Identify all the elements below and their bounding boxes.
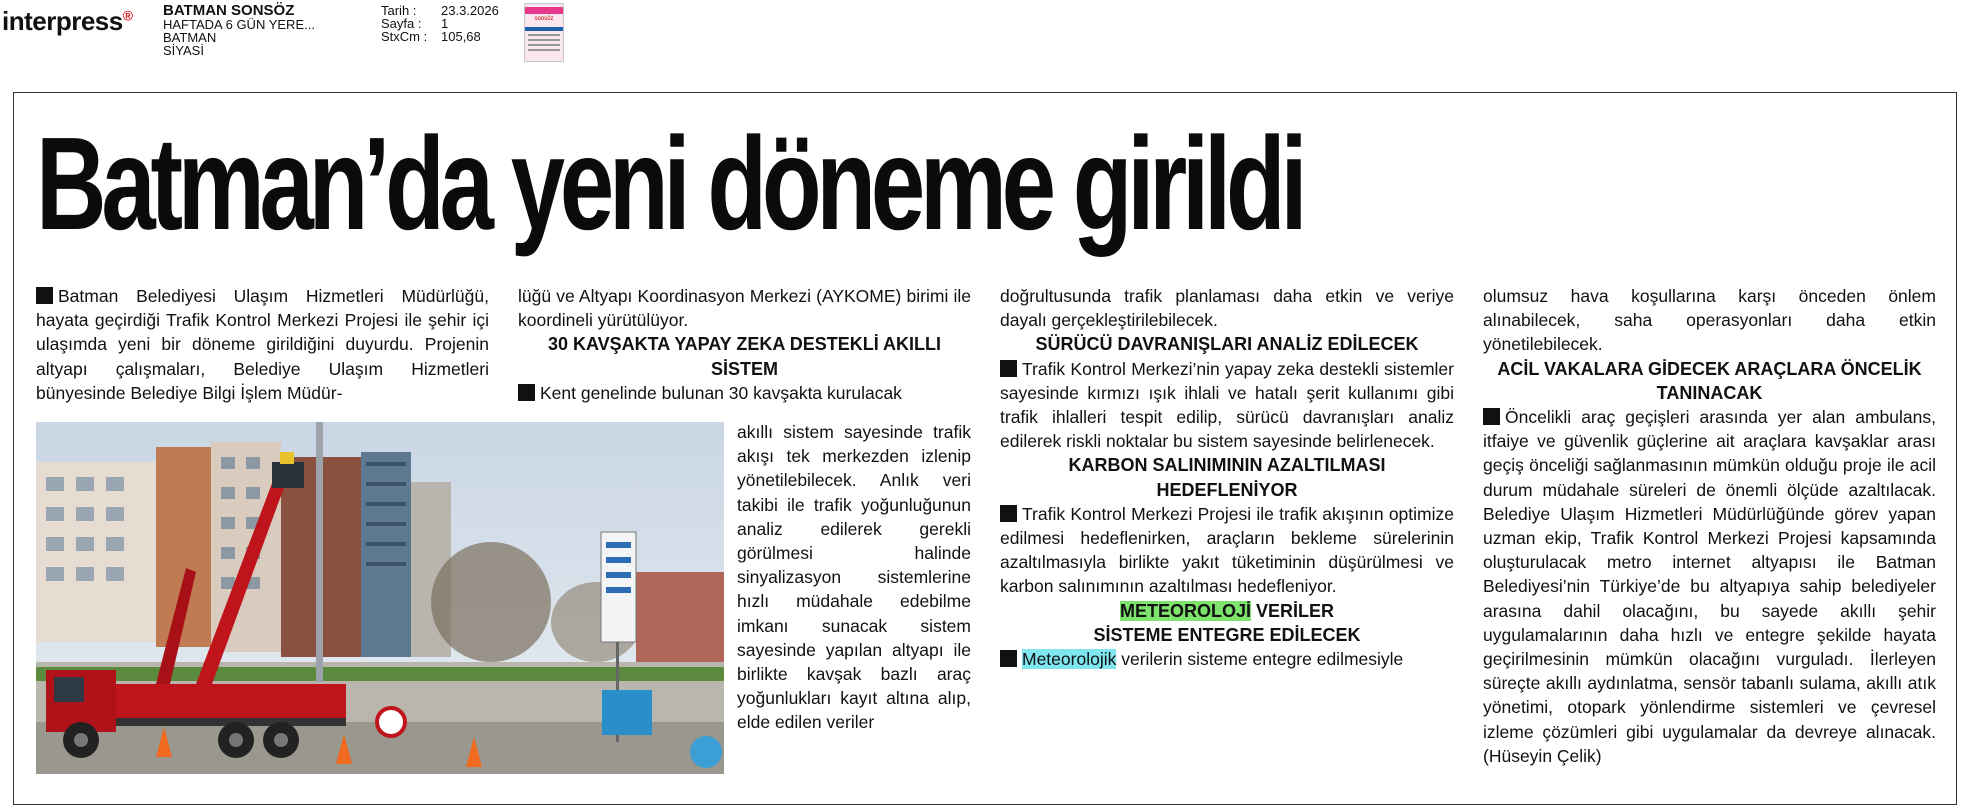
paragraph: doğrultusunda trafik planlaması daha etkin ve veriye dayalı gerçekleştirilebilecek. xyxy=(1000,286,1454,331)
publication-info xyxy=(163,4,315,57)
paragraph: akıllı sistem sayesinde trafik akışı tek merkezden izlenip yönetilebilecek. Anlık veri takibi ile trafik yoğunluğunun analiz edilerek gerekli görülmesi halinde sinyalizasyon sistemlerine hızlı müdahale edebilme imkanı sunacak sistem sayesinde yapılan altyapı ile birlikte kavşak bazlı araç yoğunlukları kayıt altına alıp, elde edilen veriler xyxy=(737,422,971,733)
paragraph: lüğü ve Altyapı Koordinasyon Merkezi (AYKOME) birimi ile koordineli yürütülüyor. xyxy=(518,286,971,331)
bullet-square-icon xyxy=(1000,650,1017,667)
headline: Batman’da yeni döneme girildi xyxy=(36,110,1303,257)
clipping-header xyxy=(0,0,1969,80)
publication-frequency: HAFTADA 6 GÜN YERE... xyxy=(163,17,315,32)
paragraph: Trafik Kontrol Merkezi Projesi ile trafik akışının optimize edilmesi hedeflenirken, araçların bekleme sürelerinin azaltılmasıyla birlikte yakıt tüketiminin düşürülmesi ve karbon salınımının azaltılması hedefleniyor. xyxy=(1000,503,1454,597)
bullet-square-icon xyxy=(518,384,535,401)
meta-stxcm: StxCm : 105,68 xyxy=(381,29,481,44)
article-column-2 xyxy=(518,284,971,405)
article-column-1 xyxy=(36,284,489,405)
article-column-2-wrap xyxy=(737,420,971,735)
publication-category: SİYASİ xyxy=(163,43,204,58)
subheading-driver-behavior: SÜRÜCÜ DAVRANIŞLARI ANALİZ EDİLECEK xyxy=(1035,334,1419,355)
crane-truck-photo xyxy=(36,422,724,774)
paragraph: Trafik Kontrol Merkezi’nin yapay zeka destekli sistemler sayesinde kırmızı ışık ihlali ve hatalı şerit kullanımı gibi trafik ihlalleri tespit edilip, sürücü davranışları analiz edilerek riskli noktalar bu sistem sayesinde belirlenecek. xyxy=(1000,358,1454,452)
paragraph: Öncelikli araç geçişleri arasında yer alan ambulans, itfaiye ve güvenlik güçlerine ait araçlara kavşaklar arası geçiş önceliği sağlanmasının mümkün olduğu proje ile acil durum müdahale süreleri de önemli ölçüde azaltılacak. Belediye Ulaşım Hizmetleri Müdürlüğünde görev yapan uzman ekip, Trafik Kontrol Merkezi Projesi kapsamında oluşturulacak metro internet altyapısı ile Batman Belediyesi’nin Türkiye’de bu altyapıya sahip belediyeler arasına dahil olacağını, bu sayede akıllı şehir uygulamalarının daha hızlı ve entegre şekilde hayata geçirilmesinin mümkün olacağını vurguladı. İlerleyen süreçte akıllı aydınlatma, sensör tabanlı sulama, akıllı atık yönetimi, otopark yönlendirme sistemleri ve çevresel izleme çözümleri gibi uygulamalar da devreye alınacak. (Hüseyin Çelik) xyxy=(1483,407,1936,766)
bullet-square-icon xyxy=(1000,360,1017,377)
clipping-meta xyxy=(381,4,499,43)
bullet-square-icon xyxy=(36,287,53,304)
paragraph: Meteorolojik verilerin sisteme entegre edilmesiyle xyxy=(1000,647,1454,671)
subheading-carbon: KARBON SALINIMININ AZALTILMASI HEDEFLENİYOR xyxy=(1068,455,1386,500)
paragraph: Kent genelinde bulunan 30 kavşakta kurulacak xyxy=(518,381,971,405)
meta-date: Tarih : 23.3.2026 xyxy=(381,3,499,18)
paragraph: Batman Belediyesi Ulaşım Hizmetleri Müdürlüğü, hayata geçirdiği Trafik Kontrol Merkezi Projesi ile şehir içi ulaşımda yeni bir döneme girildiğini duyurdu. Projenin altyapı çalışmaları, Belediye Ulaşım Hizmetleri bünyesinde Belediye Bilgi İşlem Müdür- xyxy=(36,286,489,403)
subheading-ai-junctions: 30 KAVŞAKTA YAPAY ZEKA DESTEKLİ AKILLI SİSTEM xyxy=(547,334,942,379)
search-highlight: Meteorolojik xyxy=(1022,649,1117,670)
interpress-logo: interpress® xyxy=(2,6,133,36)
publication-name: BATMAN SONSÖZ xyxy=(163,2,295,19)
publication-city: BATMAN xyxy=(163,30,217,45)
bullet-square-icon xyxy=(1483,408,1500,425)
article-photo xyxy=(36,422,724,774)
article-column-4 xyxy=(1483,284,1936,768)
subheading-meteorology: METEOROLOJİ VERİLER SİSTEME ENTEGRE EDİLECEK xyxy=(1093,600,1361,645)
bullet-square-icon xyxy=(1000,505,1017,522)
search-highlight: METEOROLOJİ xyxy=(1119,600,1251,621)
page-thumbnail[interactable]: sonsöz xyxy=(524,3,564,62)
article-column-3 xyxy=(1000,284,1454,671)
meta-page: Sayfa : 1 xyxy=(381,16,449,31)
paragraph: olumsuz hava koşullarına karşı önceden önlem alınabilecek, saha operasyonları daha etkin yönetilebilecek. xyxy=(1483,286,1936,355)
subheading-emergency: ACİL VAKALARA GİDECEK ARAÇLARA ÖNCELİK TANINACAK xyxy=(1497,358,1922,403)
